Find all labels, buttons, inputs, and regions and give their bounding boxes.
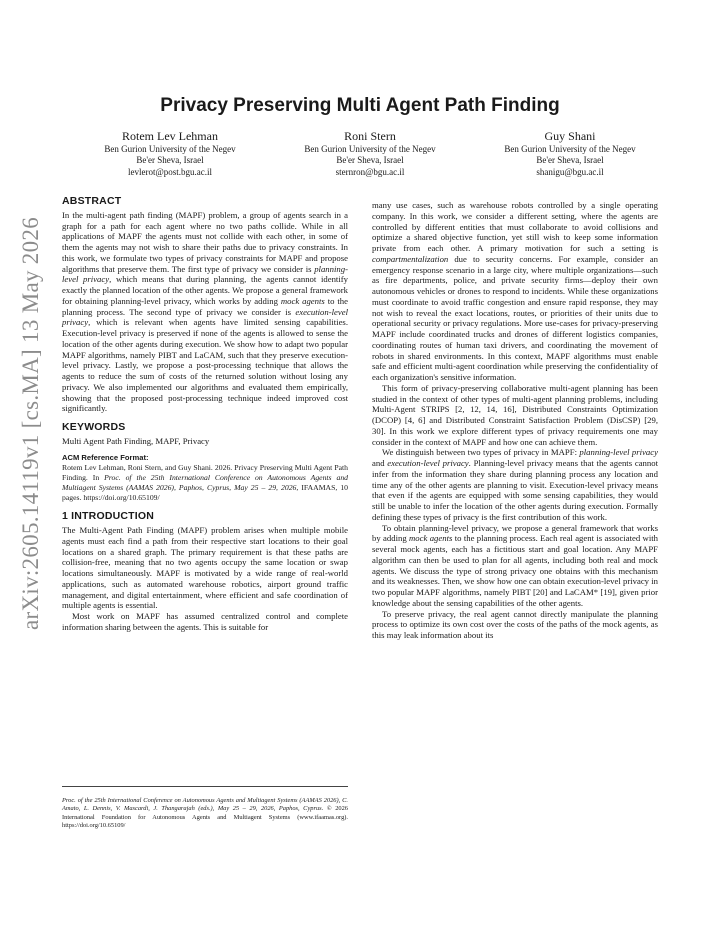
author-email: levlerot@post.bgu.ac.il — [127, 166, 213, 177]
body-paragraph-3: We distinguish between two types of privacy in MAPF: planning-level privacy and execution-level privacy. Planning-level privacy means that the agents cannot infer from the information they share during planning process any location and time any of the other agents are planning to visit. Execution-level privacy means that even if the agents are equipped with some sensing capabilities, they would still be unable to infer the location of the other agents during execution. Formally defining these types of privacy is the first contribution of this work. — [372, 447, 658, 522]
abstract-heading: ABSTRACT — [62, 195, 122, 207]
author-1 — [75, 129, 265, 178]
author-email: sternron@bgu.ac.il — [335, 166, 405, 177]
keywords-heading: KEYWORDS — [62, 421, 126, 433]
left-column — [62, 196, 348, 633]
body-paragraph-2: This form of privacy-preserving collaborative multi-agent planning has been studied in the context of other types of multi-agent planning problems, including Multi-Agent STRIPS [2, 12, 14, 16], Distributed Constraints Optimization (DCOP) [4, 6] and Distributed Constraint Satisfaction Problem (DisCSP) [29, 30]. In this work we explore different types of privacy requirements one may consider in the context of MAPF and how one can achieve them. — [372, 382, 658, 447]
author-block — [75, 129, 665, 178]
arxiv-sidebar-stamp: arXiv:2605.14119v1 [cs.MA] 13 May 2026 — [18, 216, 43, 630]
author-location: Be'er Sheva, Israel — [536, 155, 604, 166]
acm-reference-text: Rotem Lev Lehman, Roni Stern, and Guy Shani. 2026. Privacy Preserving Multi Agent Path Finding. In Proc. of the 25th International Conference on Autonomous Agents and Multiagent Systems (AAMAS 2026), Paphos, Cyprus, May 25 – 29, 2026, IFAAMAS, 10 pages. https://doi.org/10.65109/ — [62, 463, 349, 503]
author-location: Be'er Sheva, Israel — [336, 155, 404, 166]
abstract-text: In the multi-agent path finding (MAPF) problem, a group of agents search in a graph for a path for each agent where no two paths collide. While in all applications of MAPF the agents must not collide with each other, in some of them the agents may not wish to share their paths due to privacy constraints. In this work, we formulate two types of privacy constraints for MAPF and propose algorithms that preserve them. The first type of privacy we consider is planning-level privacy, which means that during planning, the agents cannot identify exactly the planned location of the other agents. We propose a general framework for obtaining planning-level privacy, which works by adding mock agents to the planning process. The second type of privacy we consider is execution-level privacy, which is relevant when agents have limited sensing capabilities. Execution-level privacy is preserved if none of the agents is allowed to sense the location of the other agents during execution. We show how to adapt two popular MAPF algorithms, namely PIBT and LaCAM, such that they preserve execution-level privacy. Lastly, we propose a post-processing technique that allows the agents to reduce the sum of costs of the returned solution without losing any privacy. We also implemented our algorithms and evaluated them empirically, showing that the proposed post-processing technique indeed improved cost significantly. — [62, 209, 348, 414]
body-paragraph-1: many use cases, such as warehouse robots controlled by a single operating company. In this work, we consider a different setting, where the agents are controlled by different entities that must collaborate to avoid collisions and optimize a shared objective function, yet still wish to keep some information private from each other. A primary motivation for such a setting is compartmentalization due to security concerns. For example, consider an emergency response scenario in a large city, where multiple organizations—such as fire departments, police, and private security firms—deploy their own autonomous vehicles or drones to respond to incidents. While these organizations must coordinate to avoid traffic congestion and ensure rapid response, they may not wish to reveal the exact locations, routes, or priorities of their units due to operational security or privacy regulations. More use-cases for privacy-preserving MAPF include coordinated trucks and drones of different logistics companies, coordinating routes of human taxi drivers, and coordinating the movement of robots in shared environments. In this context, MAPF algorithms must enable safe and efficient multi-agent coordination while preserving the confidentiality of each organization's sensitive information. — [372, 200, 658, 382]
author-name: Rotem Lev Lehman — [122, 129, 218, 143]
author-3 — [475, 129, 665, 178]
keywords-text: Multi Agent Path Finding, MAPF, Privacy — [62, 435, 210, 446]
author-name: Guy Shani — [544, 129, 596, 143]
author-affiliation: Ben Gurion University of the Negev — [304, 144, 436, 154]
right-column — [372, 200, 658, 641]
intro-paragraph-2: Most work on MAPF has assumed centralized control and complete information sharing between the agents. This is suitable for — [62, 611, 348, 632]
intro-paragraph-1: The Multi-Agent Path Finding (MAPF) problem arises when multiple mobile agents must each find a path from their respective start locations to their goal locations on a shared graph. The primary requirement is that these paths are collision-free, meaning that no two agents occupy the same location or swap locations simultaneously. MAPF is motivated by a wide range of real-world applications, such as automated warehouse robotics, airport ground traffic management, and digital entertainment, where efficient and safe coordination of multiple agents is essential. — [62, 525, 348, 611]
introduction-heading: 1 INTRODUCTION — [62, 510, 155, 523]
author-email: shanigu@bgu.ac.il — [536, 166, 604, 177]
author-location: Be'er Sheva, Israel — [136, 155, 204, 166]
author-affiliation: Ben Gurion University of the Negev — [104, 144, 236, 154]
acm-reference-heading: ACM Reference Format: — [62, 452, 149, 462]
author-name: Roni Stern — [344, 129, 396, 143]
author-2 — [275, 129, 465, 178]
conference-footnote: Proc. of the 25th International Conference on Autonomous Agents and Multiagent Systems (AAMAS 2026), C. Amato, L. Dennis, V. Mascardi, J. Thangarajah (eds.), May 25 – 29, 2026, Paphos, Cyprus. © 2026 International Foundation for Autonomous Agents and Multiagent Systems (www.ifaamas.org). https://doi.org/10.65109/ — [62, 786, 348, 830]
paper-title: Privacy Preserving Multi Agent Path Finding — [160, 95, 560, 116]
body-paragraph-4: To obtain planning-level privacy, we propose a general framework that works by adding mock agents to the planning process. Each real agent is associated with several mock agents, each has a fictitious start and goal location. Any MAPF algorithm can then be used to plan for all agents, including both real and mock agents. We discuss the type of strong privacy one obtains with this mechanism and its weaknesses. Then, we show how one can obtain execution-level privacy in two popular MAPF algorithms, namely PIBT [20] and LaCAM* [19], given prior knowledge about the sensing capabilities of the other agents. — [372, 522, 658, 608]
body-paragraph-5: To preserve privacy, the real agent cannot directly manipulate the planning process to optimize its own cost over the costs of the paths of the mock agents, as this may leak information about its — [372, 608, 658, 640]
author-affiliation: Ben Gurion University of the Negev — [504, 144, 636, 154]
